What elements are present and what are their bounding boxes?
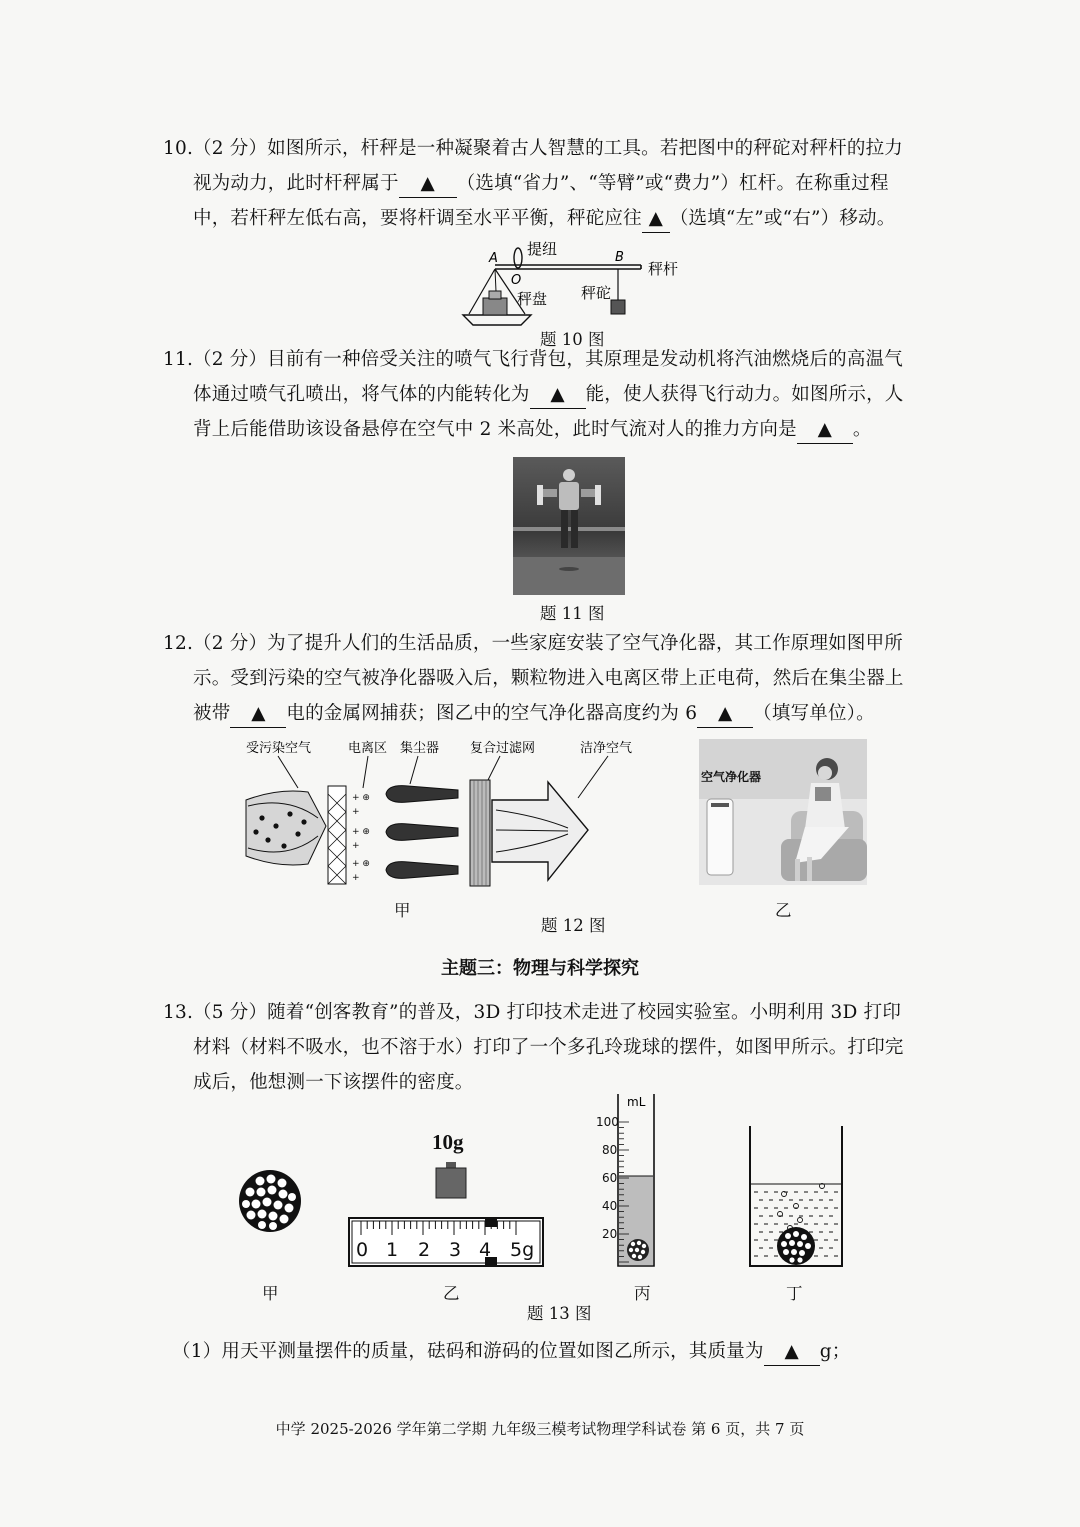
svg-text:+: +: [352, 807, 360, 817]
page-footer: 中学 2025-2026 学年第二学期 九年级三模考试物理学科试卷 第 6 页，共 7 页: [275, 1420, 805, 1438]
polluted-air-label: 受污染空气: [246, 741, 312, 756]
point-b-label: B: [615, 250, 624, 265]
q13-subquestion-1: （1）用天平测量摆件的质量，砝码和游码的位置如图乙所示，其质量为 ▲ g；: [172, 1334, 932, 1369]
svg-text:+ ⊕: + ⊕: [352, 859, 370, 869]
ionization-zone-label: 电离区: [348, 741, 388, 756]
q10-line3: 中，若杆秤左低右高，要将杆调至水平平衡，秤砣应往 ▲ （选填“左”或“右”）移动。: [163, 201, 923, 236]
porous-ball-figure: [236, 1168, 306, 1234]
q13-label-jia: 甲: [262, 1284, 279, 1303]
answer-blank[interactable]: ▲: [399, 171, 457, 198]
answer-blank[interactable]: ▲: [642, 206, 670, 233]
answer-blank[interactable]: ▲: [764, 1339, 820, 1366]
svg-text:+: +: [352, 873, 360, 883]
point-o-label: O: [511, 273, 522, 288]
q11-line1: 11.（2 分）目前有一种倍受关注的喷气飞行背包，其原理是发动机将汽油燃烧后的高温气: [163, 349, 903, 370]
weight-label: 10g: [432, 1130, 464, 1154]
cyl-tick-40: 40: [602, 1199, 618, 1213]
cyl-tick-100: 100: [596, 1115, 619, 1129]
purifier-label: 空气净化器: [701, 770, 762, 784]
measuring-cylinder-figure: [596, 1088, 676, 1274]
question-10: [163, 131, 923, 236]
q11-caption: 题 11 图: [540, 604, 605, 623]
chengpan-label: 秤盘: [517, 290, 548, 308]
q10-caption: 题 10 图: [540, 330, 605, 349]
dust-collector-label: 集尘器: [400, 741, 440, 756]
svg-text:+ ⊕: + ⊕: [352, 827, 370, 837]
q12-line2: 示。受到污染的空气被净化器吸入后，颗粒物进入电离区带上正电荷，然后在集尘器上: [193, 668, 904, 689]
q13-label-ding: 丁: [786, 1284, 803, 1303]
scale-tick-1: 1: [386, 1239, 399, 1261]
scale-tick-4: 4: [479, 1239, 492, 1261]
scale-tick-5: 5g: [510, 1239, 535, 1261]
q12-caption: 题 12 图: [541, 916, 606, 935]
q13-line1: 13.（5 分）随着“创客教育”的普及，3D 打印技术走进了校园实验室。小明利用 3D 打印: [163, 1002, 902, 1023]
cylinder-unit: mL: [627, 1095, 646, 1109]
q10-line2: 视为动力，此时杆秤属于 ▲ （选填“省力”、“等臂”或“费力”）杠杆。在称重过程: [163, 166, 923, 201]
q12-line3: 被带 ▲ 电的金属网捕获；图乙中的空气净化器高度约为 6 ▲ （填写单位）。: [163, 696, 923, 731]
clean-air-label: 洁净空气: [580, 741, 633, 756]
q12-label-yi: 乙: [775, 901, 792, 920]
scale-tick-0: 0: [356, 1239, 369, 1261]
svg-text:+: +: [352, 841, 360, 851]
answer-blank[interactable]: ▲: [230, 701, 286, 728]
q13-line3: 成后，他想测一下该摆件的密度。: [193, 1072, 474, 1093]
cyl-tick-20: 20: [602, 1227, 618, 1241]
tiniu-label: 提纽: [527, 240, 558, 258]
cyl-tick-60: 60: [602, 1171, 618, 1185]
q11-line3: 背上后能借助该设备悬停在空气中 2 米高处，此时气流对人的推力方向是 ▲ 。: [163, 412, 923, 447]
scale-tick-2: 2: [418, 1239, 431, 1261]
q12-label-jia: 甲: [394, 901, 411, 920]
question-12: [163, 626, 923, 731]
chenggan-label: 秤杆: [648, 260, 679, 278]
svg-text:+ ⊕: + ⊕: [352, 793, 370, 803]
point-a-label: A: [489, 251, 498, 266]
scale-tick-3: 3: [449, 1239, 462, 1261]
steelyard-figure: [455, 238, 695, 330]
jetpack-photo: [513, 457, 625, 595]
section-heading: 主题三：物理与科学探究: [441, 958, 639, 979]
q10-line1: 10.（2 分）如图所示，杆秤是一种凝聚着古人智慧的工具。若把图中的秤砣对秤杆的拉力: [163, 138, 903, 159]
question-13: [163, 995, 923, 1100]
q13-label-yi: 乙: [443, 1284, 460, 1303]
q13-label-bing: 丙: [634, 1284, 651, 1303]
cyl-tick-80: 80: [602, 1143, 618, 1157]
weight-icon: [434, 1160, 468, 1200]
purifier-photo: [699, 739, 867, 885]
answer-blank[interactable]: ▲: [797, 417, 853, 444]
composite-filter-label: 复合过滤网: [470, 741, 536, 756]
q12-line1: 12.（2 分）为了提升人们的生活品质，一些家庭安装了空气净化器，其工作原理如图甲所: [163, 633, 903, 654]
air-purifier-diagram: [238, 736, 638, 896]
answer-blank[interactable]: ▲: [697, 701, 753, 728]
question-11: [163, 342, 923, 447]
q13-caption: 题 13 图: [527, 1304, 592, 1323]
q13-line2: 材料（材料不吸水，也不溶于水）打印了一个多孔玲珑球的摆件，如图甲所示。打印完: [193, 1037, 904, 1058]
balance-scale-figure: [348, 1217, 544, 1269]
answer-blank[interactable]: ▲: [530, 382, 586, 409]
chengtuo-label: 秤砣: [581, 284, 612, 302]
beaker-figure: [744, 1124, 848, 1270]
q11-line2: 体通过喷气孔喷出，将气体的内能转化为 ▲ 能，使人获得飞行动力。如图所示，人: [163, 377, 923, 412]
